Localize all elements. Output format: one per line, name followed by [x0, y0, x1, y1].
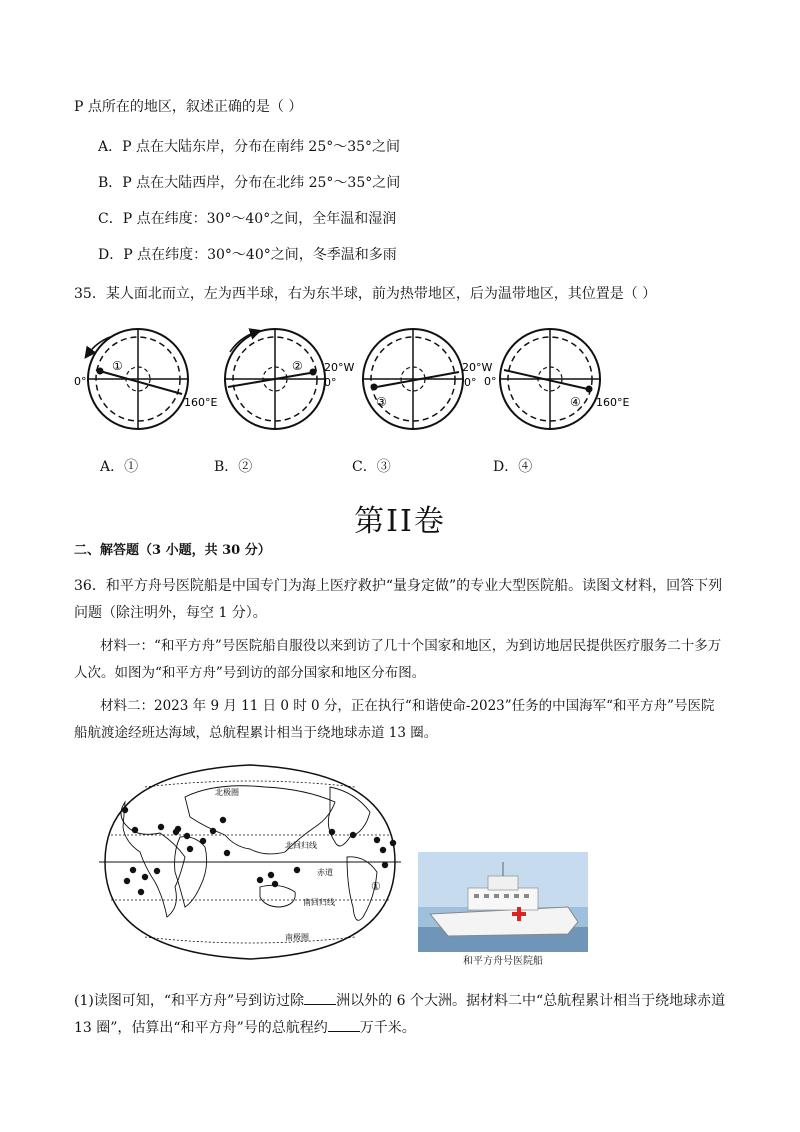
diagram-1-label-b: 160°E: [184, 396, 218, 409]
diagram-1-marker: ①: [112, 359, 123, 373]
diagram-3-label-b: 0°: [464, 376, 477, 389]
q35-option-a: A．①: [100, 459, 139, 475]
map-marker-1: ①: [371, 880, 381, 893]
q36-sub1-text-1: (1)读图可知，“和平方舟”号到访过除: [74, 993, 305, 1009]
diagram-2-marker: ②: [292, 359, 303, 373]
q35-hemisphere-diagrams: [60, 322, 640, 446]
diagram-1-label-a: 0°: [74, 375, 87, 388]
diagram-1: [74, 329, 217, 429]
q36-stem: 36．和平方舟号医院船是中国专门为海上医疗救护“量身定做”的专业大型医院船。读图文材料，回答下列问题（除注明外，每空 1 分）。: [74, 578, 723, 621]
q36-sub1-blank-2[interactable]: [328, 1017, 360, 1032]
map-label-antarctic: 南极圈: [285, 933, 309, 942]
q36-sub1-text-3: 万千米。: [359, 1020, 416, 1036]
q34-option-a: A．P 点在大陆东岸，分布在南纬 25°～35°之间: [98, 139, 401, 155]
map-label-arctic: 北极圈: [215, 788, 239, 797]
q34-option-b: B．P 点在大陆西岸，分布在北纬 25°～35°之间: [98, 175, 401, 191]
q35-stem: 35．某人面北而立，左为西半球，右为东半球，前为热带地区，后为温带地区，其位置是（ ）: [74, 286, 657, 302]
q36-material-2: 材料二：2023 年 9 月 11 日 0 时 0 分，正在执行“和谐使命-2023”任务的中国海军“和平方舟”号医院船航渡途经班达海域，总航程累计相当于绕地球赤道 13 圈。: [74, 698, 715, 741]
diagram-2-label-a: 20°W: [324, 361, 355, 374]
section-title: 第II卷: [354, 504, 446, 539]
section-heading: 二、解答题（3 小题，共 30 分）: [74, 543, 271, 558]
q35-option-d: D．④: [493, 459, 533, 475]
map-label-equator: 赤道: [317, 868, 333, 877]
q34-option-c: C．P 点在纬度：30°～40°之间，全年温和湿润: [98, 211, 397, 227]
photo-caption: 和平方舟号医院船: [463, 956, 543, 967]
diagram-2: [225, 329, 354, 429]
diagram-4-label-b: 160°E: [596, 396, 630, 409]
diagram-4-label-a: 0°: [484, 375, 497, 388]
q35-option-c: C．③: [352, 459, 391, 475]
q34-option-d: D．P 点在纬度：30°～40°之间，冬季温和多雨: [98, 247, 397, 263]
map-label-cancer: 北回归线: [285, 841, 317, 850]
diagram-4-marker: ④: [570, 395, 581, 409]
q34-stem: P 点所在的地区，叙述正确的是（ ）: [74, 99, 303, 115]
world-map: [85, 757, 415, 967]
hospital-ship-photo: [418, 852, 588, 952]
q36-sub1-blank-1[interactable]: [304, 990, 336, 1005]
diagram-3-marker: ③: [376, 395, 387, 409]
q36-sub1-text-2: 洲以外的 6 个大洲。据材料二中“总航程累计相当于绕地球赤道 13 圈”，估算出“和平方舟”号的总航程约: [74, 993, 726, 1036]
diagram-2-label-b: 0°: [324, 376, 337, 389]
q36-sub1: [74, 988, 726, 1042]
diagram-3-label-a: 20°W: [462, 361, 493, 374]
diagram-4: [484, 329, 629, 429]
map-label-capricorn: 南回归线: [303, 898, 335, 907]
q35-option-b: B．②: [214, 459, 253, 475]
q36-material-1: 材料一：“和平方舟”号医院船自服役以来到访了几十个国家和地区，为到访地居民提供医疗服务二十多万人次。如图为“和平方舟”号到访的部分国家和地区分布图。: [74, 638, 722, 681]
diagram-3: [363, 329, 492, 429]
